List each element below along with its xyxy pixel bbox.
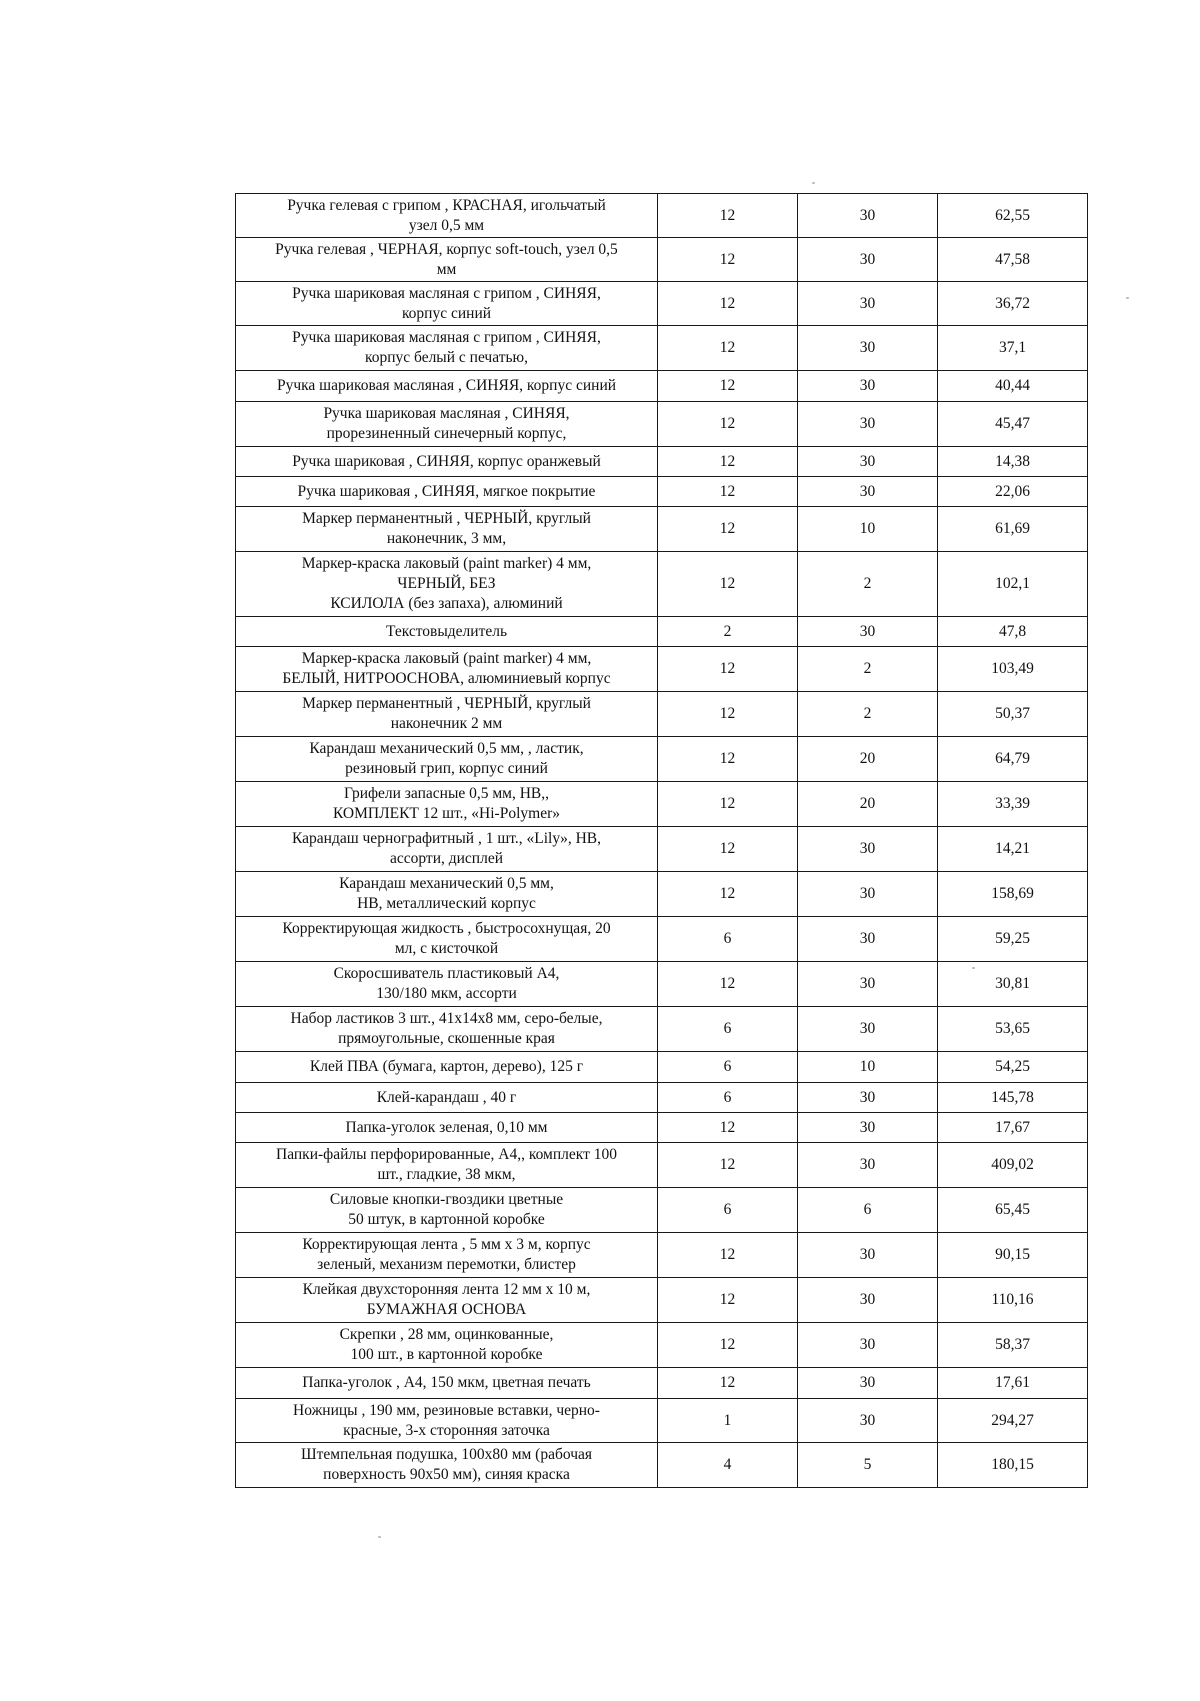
table-row (236, 827, 1088, 872)
item-name-cell: Силовые кнопки-гвоздики цветные 50 штук, в картонной коробке (236, 1188, 658, 1233)
products-table-body (236, 194, 1088, 1488)
second-quantity-cell: 20 (798, 782, 938, 827)
table-row (236, 507, 1088, 552)
second-quantity-cell: 2 (798, 552, 938, 617)
quantity-cell: 12 (658, 737, 798, 782)
quantity-cell: 12 (658, 782, 798, 827)
quantity-cell: 12 (658, 402, 798, 447)
table-row (236, 1233, 1088, 1278)
quantity-cell: 2 (658, 617, 798, 647)
table-row (236, 737, 1088, 782)
price-cell: 53,65 (938, 1007, 1088, 1052)
price-cell: 294,27 (938, 1399, 1088, 1443)
item-name-cell: Ручка шариковая масляная , СИНЯЯ, прорезиненный синечерный корпус, (236, 402, 658, 447)
second-quantity-cell: 30 (798, 447, 938, 477)
price-cell: 47,58 (938, 238, 1088, 282)
quantity-cell: 12 (658, 1323, 798, 1368)
item-name-cell: Корректирующая лента , 5 мм x 3 м, корпус зеленый, механизм перемотки, блистер (236, 1233, 658, 1278)
quantity-cell: 12 (658, 238, 798, 282)
price-cell: 180,15 (938, 1443, 1088, 1488)
table-row (236, 447, 1088, 477)
table-row (236, 402, 1088, 447)
quantity-cell: 12 (658, 194, 798, 238)
table-row (236, 194, 1088, 238)
item-name-cell: Маркер перманентный , ЧЕРНЫЙ, круглый наконечник, 3 мм, (236, 507, 658, 552)
price-cell: 22,06 (938, 477, 1088, 507)
item-name-cell: Ручка шариковая , СИНЯЯ, мягкое покрытие (236, 477, 658, 507)
price-cell: 103,49 (938, 647, 1088, 692)
quantity-cell: 12 (658, 282, 798, 326)
table-row (236, 692, 1088, 737)
second-quantity-cell: 30 (798, 1323, 938, 1368)
second-quantity-cell: 20 (798, 737, 938, 782)
price-cell: 62,55 (938, 194, 1088, 238)
second-quantity-cell: 30 (798, 827, 938, 872)
price-cell: 17,61 (938, 1368, 1088, 1399)
second-quantity-cell: 10 (798, 1052, 938, 1083)
price-cell: 110,16 (938, 1278, 1088, 1323)
price-cell: 58,37 (938, 1323, 1088, 1368)
item-name-cell: Маркер-краска лаковый (paint marker) 4 мм, ЧЕРНЫЙ, БЕЗ КСИЛОЛА (без запаха), алюминий (236, 552, 658, 617)
table-row (236, 782, 1088, 827)
price-cell: 409,02 (938, 1143, 1088, 1188)
second-quantity-cell: 30 (798, 282, 938, 326)
table-row (236, 326, 1088, 371)
second-quantity-cell: 30 (798, 617, 938, 647)
quantity-cell: 6 (658, 1007, 798, 1052)
item-name-cell: Текстовыделитель (236, 617, 658, 647)
second-quantity-cell: 30 (798, 326, 938, 371)
item-name-cell: Маркер-краска лаковый (paint marker) 4 мм, БЕЛЫЙ, НИТРООСНОВА, алюминиевый корпус (236, 647, 658, 692)
table-row (236, 1052, 1088, 1083)
price-cell: 45,47 (938, 402, 1088, 447)
second-quantity-cell: 6 (798, 1188, 938, 1233)
second-quantity-cell: 2 (798, 647, 938, 692)
second-quantity-cell: 30 (798, 238, 938, 282)
item-name-cell: Набор ластиков 3 шт., 41x14x8 мм, серо-белые, прямоугольные, скошенные края (236, 1007, 658, 1052)
quantity-cell: 6 (658, 1052, 798, 1083)
table-row (236, 1278, 1088, 1323)
quantity-cell: 12 (658, 827, 798, 872)
table-row (236, 872, 1088, 917)
second-quantity-cell: 2 (798, 692, 938, 737)
products-table (235, 193, 1088, 1488)
second-quantity-cell: 30 (798, 917, 938, 962)
price-cell: 14,21 (938, 827, 1088, 872)
scan-speck (378, 1536, 381, 1538)
price-cell: 158,69 (938, 872, 1088, 917)
second-quantity-cell: 30 (798, 1083, 938, 1113)
item-name-cell: Папки-файлы перфорированные, А4,, комплект 100 шт., гладкие, 38 мкм, (236, 1143, 658, 1188)
quantity-cell: 12 (658, 507, 798, 552)
price-cell: 14,38 (938, 447, 1088, 477)
table-row (236, 917, 1088, 962)
item-name-cell: Клейкая двухсторонняя лента 12 мм x 10 м, БУМАЖНАЯ ОСНОВА (236, 1278, 658, 1323)
quantity-cell: 12 (658, 1233, 798, 1278)
second-quantity-cell: 30 (798, 194, 938, 238)
table-row (236, 1368, 1088, 1399)
item-name-cell: Карандаш механический 0,5 мм, НВ, металлический корпус (236, 872, 658, 917)
item-name-cell: Папка-уголок , А4, 150 мкм, цветная печать (236, 1368, 658, 1399)
price-cell: 59,25 (938, 917, 1088, 962)
item-name-cell: Ножницы , 190 мм, резиновые вставки, черно- красные, 3-х сторонняя заточка (236, 1399, 658, 1443)
second-quantity-cell: 30 (798, 962, 938, 1007)
item-name-cell: Корректирующая жидкость , быстросохнущая, 20 мл, с кисточкой (236, 917, 658, 962)
quantity-cell: 12 (658, 371, 798, 402)
second-quantity-cell: 10 (798, 507, 938, 552)
price-cell: 54,25 (938, 1052, 1088, 1083)
price-cell: 37,1 (938, 326, 1088, 371)
second-quantity-cell: 30 (798, 477, 938, 507)
item-name-cell: Скоросшиватель пластиковый А4, 130/180 мкм, ассорти (236, 962, 658, 1007)
table-row (236, 1113, 1088, 1143)
second-quantity-cell: 5 (798, 1443, 938, 1488)
scan-speck (1126, 297, 1129, 299)
second-quantity-cell: 30 (798, 1278, 938, 1323)
item-name-cell: Штемпельная подушка, 100x80 мм (рабочая поверхность 90x50 мм), синяя краска (236, 1443, 658, 1488)
second-quantity-cell: 30 (798, 872, 938, 917)
second-quantity-cell: 30 (798, 371, 938, 402)
second-quantity-cell: 30 (798, 1007, 938, 1052)
price-cell: 36,72 (938, 282, 1088, 326)
quantity-cell: 12 (658, 1368, 798, 1399)
item-name-cell: Скрепки , 28 мм, оцинкованные, 100 шт., в картонной коробке (236, 1323, 658, 1368)
table-row (236, 1443, 1088, 1488)
item-name-cell: Ручка гелевая , ЧЕРНАЯ, корпус soft-touch, узел 0,5 мм (236, 238, 658, 282)
item-name-cell: Ручка шариковая масляная с грипом , СИНЯЯ, корпус белый с печатью, (236, 326, 658, 371)
quantity-cell: 12 (658, 692, 798, 737)
item-name-cell: Ручка гелевая с грипом , КРАСНАЯ, игольчатый узел 0,5 мм (236, 194, 658, 238)
second-quantity-cell: 30 (798, 402, 938, 447)
item-name-cell: Маркер перманентный , ЧЕРНЫЙ, круглый наконечник 2 мм (236, 692, 658, 737)
second-quantity-cell: 30 (798, 1399, 938, 1443)
table-row (236, 238, 1088, 282)
quantity-cell: 12 (658, 1143, 798, 1188)
item-name-cell: Папка-уголок зеленая, 0,10 мм (236, 1113, 658, 1143)
table-row (236, 1083, 1088, 1113)
table-row (236, 1143, 1088, 1188)
price-cell: 65,45 (938, 1188, 1088, 1233)
price-cell: 50,37 (938, 692, 1088, 737)
price-cell: 17,67 (938, 1113, 1088, 1143)
table-row (236, 1323, 1088, 1368)
price-cell: 64,79 (938, 737, 1088, 782)
quantity-cell: 12 (658, 1113, 798, 1143)
price-cell: 30,81 (938, 962, 1088, 1007)
quantity-cell: 6 (658, 1083, 798, 1113)
table-row (236, 1188, 1088, 1233)
table-row (236, 617, 1088, 647)
quantity-cell: 12 (658, 447, 798, 477)
quantity-cell: 12 (658, 647, 798, 692)
table-row (236, 647, 1088, 692)
table-row (236, 282, 1088, 326)
price-cell: 102,1 (938, 552, 1088, 617)
table-row (236, 1007, 1088, 1052)
second-quantity-cell: 30 (798, 1113, 938, 1143)
table-row (236, 371, 1088, 402)
price-cell: 61,69 (938, 507, 1088, 552)
table-row (236, 477, 1088, 507)
quantity-cell: 12 (658, 872, 798, 917)
second-quantity-cell: 30 (798, 1143, 938, 1188)
quantity-cell: 6 (658, 1188, 798, 1233)
table-row (236, 552, 1088, 617)
quantity-cell: 12 (658, 326, 798, 371)
second-quantity-cell: 30 (798, 1368, 938, 1399)
item-name-cell: Грифели запасные 0,5 мм, НВ,, КОМПЛЕКТ 12 шт., «Hi-Polymer» (236, 782, 658, 827)
quantity-cell: 12 (658, 962, 798, 1007)
scan-speck (972, 967, 975, 969)
item-name-cell: Ручка шариковая масляная , СИНЯЯ, корпус синий (236, 371, 658, 402)
table-row (236, 962, 1088, 1007)
second-quantity-cell: 30 (798, 1233, 938, 1278)
item-name-cell: Ручка шариковая масляная с грипом , СИНЯЯ, корпус синий (236, 282, 658, 326)
price-cell: 145,78 (938, 1083, 1088, 1113)
item-name-cell: Карандаш чернографитный , 1 шт., «Lily», НВ, ассорти, дисплей (236, 827, 658, 872)
table-row (236, 1399, 1088, 1443)
quantity-cell: 4 (658, 1443, 798, 1488)
quantity-cell: 6 (658, 917, 798, 962)
item-name-cell: Карандаш механический 0,5 мм, , ластик, резиновый грип, корпус синий (236, 737, 658, 782)
item-name-cell: Ручка шариковая , СИНЯЯ, корпус оранжевый (236, 447, 658, 477)
item-name-cell: Клей-карандаш , 40 г (236, 1083, 658, 1113)
price-cell: 47,8 (938, 617, 1088, 647)
price-cell: 90,15 (938, 1233, 1088, 1278)
quantity-cell: 12 (658, 477, 798, 507)
price-cell: 33,39 (938, 782, 1088, 827)
quantity-cell: 12 (658, 552, 798, 617)
scan-speck (812, 182, 815, 184)
quantity-cell: 1 (658, 1399, 798, 1443)
item-name-cell: Клей ПВА (бумага, картон, дерево), 125 г (236, 1052, 658, 1083)
price-cell: 40,44 (938, 371, 1088, 402)
quantity-cell: 12 (658, 1278, 798, 1323)
